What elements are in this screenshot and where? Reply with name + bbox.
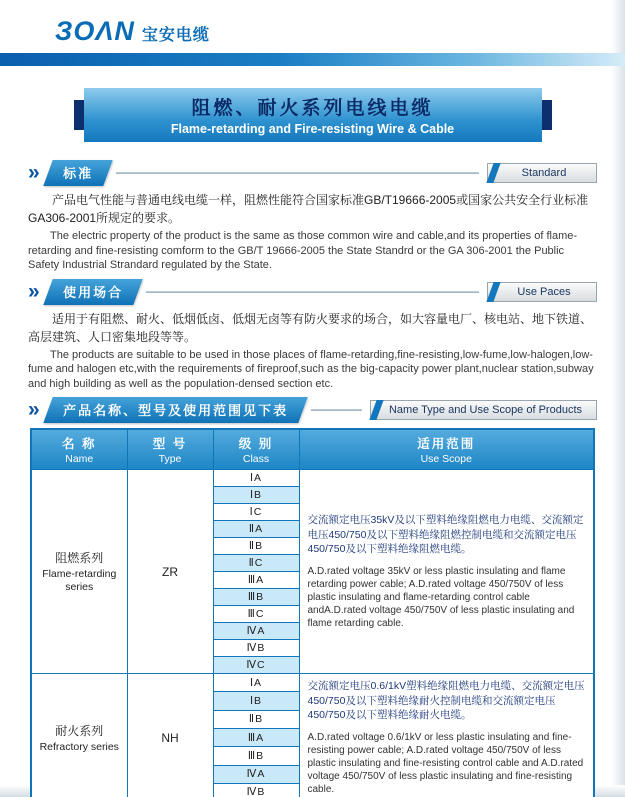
column-header-class: 级 别 Class [213,429,299,470]
column-header-name: 名 称 Name [31,429,127,470]
column-header-use-scope: 适用范围 Use Scope [299,429,594,470]
section-standard-header [28,162,597,184]
brand-name: 宝安电缆 [141,27,210,44]
usage-paragraph-en: The products are suitable to be used in those places of flame-retarding,fine-resisting,low-fume,low-halogen,low-fume and halogen etc,with the requirements of fireproof,such as the big-capacity power plant,nuclear station,subway and high building as well as the population-densed section etc. [28,348,594,390]
double-chevron-icon: » [28,161,40,184]
section-use-places [0,281,625,392]
class-cell: ⅣC [213,657,299,674]
series-name-zh: 耐火系列 [55,723,104,738]
products-table [30,428,595,797]
section-standard [0,162,625,273]
class-cell: ⅠA [213,674,299,692]
section-divider-line [146,291,479,293]
class-cell: ⅡB [213,538,299,555]
class-cell: ⅠB [213,487,299,504]
series-name-cell [31,470,127,674]
section-label-en: Use Paces [487,282,597,302]
page-header [0,0,625,66]
usage-paragraph-zh: 适用于有阻燃、耐火、低烟低卤、低烟无卤等有防火要求的场合，如大容量电厂、核电站、地下铁道、高层建筑、人口密集地段等等。 [28,311,593,344]
double-chevron-icon: » [28,398,40,422]
class-cell: ⅡB [213,710,299,728]
title-banner [74,88,552,142]
section-label-en: Standard [487,163,597,183]
banner-body [84,88,542,142]
section-label-zh: 标准 [43,160,112,186]
boan-logo-icon: ЗOΛN [55,16,135,46]
double-chevron-icon: » [28,279,40,303]
label-box-notch [486,282,500,302]
use-scope-zh: 交流额定电压0.6/1kV塑料绝缘阻燃电力电缆、交流额定电压450/750及以下塑料绝缘耐火控制电缆和交流额定电压450/750及以下塑料绝缘耐火电缆。 [307,680,585,722]
products-table-head [31,429,594,470]
banner-end-square-right [542,100,552,130]
series-name-en: Flame-retarding series [42,567,117,594]
class-cell: ⅡA [213,521,299,538]
table-header-row [31,429,594,470]
use-scope-zh: 交流额定电压35kV及以下塑料绝缘阻燃电力电缆、交流额定电压450/750及以下塑料绝缘阻燃控制电缆和交流额定电压450/750及以下塑料绝缘阻燃电缆。 [307,514,584,556]
class-cell: ⅢA [213,572,299,589]
section-divider-line [311,409,362,411]
class-cell: ⅣB [213,783,299,797]
series-name-cell [31,674,127,797]
class-cell: ⅢA [213,728,299,746]
use-scope-cell [299,674,594,797]
label-box-notch [486,163,500,183]
class-cell: ⅢB [213,589,299,606]
use-scope-en: A.D.rated voltage 35kV or less plastic insulating and flame retarding power cable; A.D.rated voltage 450/750V of less plastic insulating and flame-retarding control cable andA.D.rated voltage 450/750V of less plastic insulating and flame retarding cable. [307,566,575,630]
use-scope-cell [299,470,594,674]
section-label-en: Name Type and Use Scope of Products [370,400,597,420]
banner-end-square-left [74,100,84,130]
section-label-zh: 产品名称、型号及使用范围见下表 [43,397,307,423]
page-title-en: Flame-retarding and Fire-resisting Wire & Cable [170,122,455,136]
use-scope-en: A.D.rated voltage 0.6/1kV or less plastic insulating and fine-resisting power cable; A.D.rated voltage 450/750V of less plastic insulating and fine-resisting control cable and A.D.rated voltage 450/750V of less plastic insulating and fine-resisting cable. [307,732,584,796]
class-cell: ⅣB [213,640,299,657]
table-row [31,674,594,692]
section-label-zh: 使用场合 [43,279,142,305]
header-accent-bar [0,53,625,66]
products-table-body [31,470,594,797]
class-cell: ⅣA [213,623,299,640]
series-name-zh: 阻燃系列 [55,550,104,565]
table-row [31,470,594,487]
section-products-table [0,399,625,797]
page-title-zh: 阻燃、耐火系列电线电缆 [191,98,434,119]
column-header-type: 型 号 Type [127,429,213,470]
series-type-cell: NH [127,674,213,797]
class-cell: ⅠA [213,470,299,487]
series-type-cell: ZR [127,470,213,674]
standard-paragraph-en: The electric property of the product is the same as those common wire and cable,and its properties of flame-retarding and fine-resisting comform to the GB/T 19666-2005 the State Standrd or the GA 306-2001 the Public Safety Industrial Strandard regulated by the State. [28,230,578,272]
brand-logo [0,0,625,53]
label-box-notch [369,400,383,420]
class-cell: ⅠC [213,504,299,521]
class-cell: ⅡC [213,555,299,572]
standard-paragraph-zh: 产品电气性能与普通电线电缆一样，阻燃性能符合国家标准GB/T19666-2005或国家公共安全行业标准GA306-2001所规定的要求。 [28,193,589,225]
section-products-header [28,399,597,421]
class-cell: ⅣA [213,765,299,783]
class-cell: ⅢC [213,606,299,623]
class-cell: ⅢB [213,747,299,765]
section-divider-line [116,172,479,174]
class-cell: ⅠB [213,692,299,710]
series-name-en: Refractory series [39,740,119,753]
section-use-places-header [28,281,597,303]
